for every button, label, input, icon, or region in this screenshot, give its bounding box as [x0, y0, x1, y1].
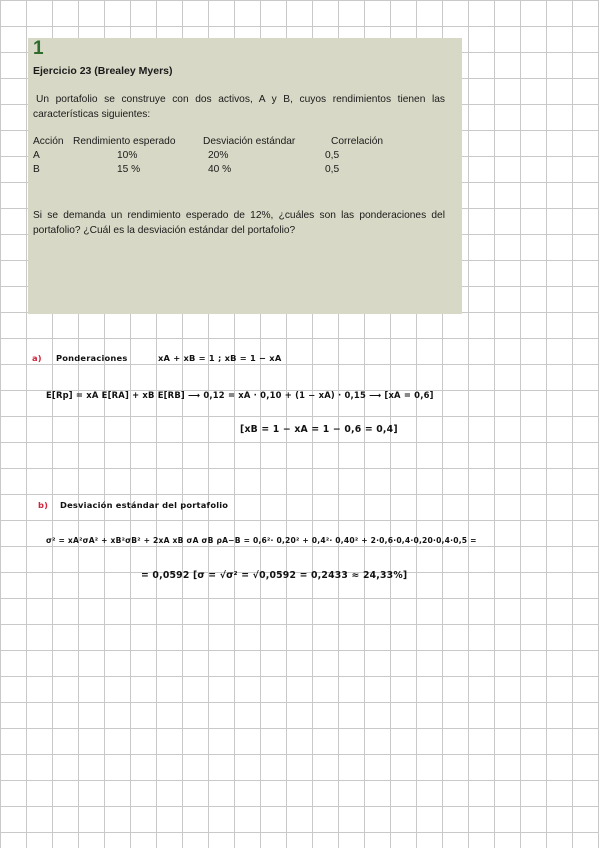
table-cell: 0,5	[325, 150, 340, 161]
exercise-title: Ejercicio 23 (Brealey Myers)	[33, 65, 173, 77]
table-cell: B	[33, 164, 40, 175]
part-b-result: = 0,0592 [σ = √σ² = √0,0592 = 0,2433 ≈ 24,33%]	[141, 570, 408, 581]
table-row	[33, 164, 453, 178]
part-a-label: a)	[32, 353, 42, 363]
table-row	[33, 150, 453, 164]
table-header-row	[33, 136, 453, 150]
problem-statement: Un portafolio se construye con dos activos, A y B, cuyos rendimientos tienen las características siguientes:	[33, 94, 445, 120]
table-header: Desviación estándar	[203, 136, 296, 147]
table-header: Acción	[33, 136, 64, 147]
table-header: Correlación	[331, 136, 384, 147]
part-b-equation: σ² = xA²σA² + xB²σB² + 2xA xB σA σB ρA−B = 0,6²· 0,20² + 0,4²· 0,40² + 2·0,6·0,4·0,20·0,4·0,5 =	[46, 536, 477, 545]
problem-question: Si se demanda un rendimiento esperado de 12%, ¿cuáles son las ponderaciones del portafolio? ¿Cuál es la desviación estándar del portafolio?	[33, 210, 445, 236]
table-header: Rendimiento esperado	[73, 136, 176, 147]
problem-box	[28, 38, 462, 314]
part-a-equation: E[Rp] = xA E[RA] + xB E[RB] ⟶ 0,12 = xA · 0,10 + (1 − xA) · 0,15 ⟶ [xA = 0,6]	[46, 390, 434, 400]
assets-table	[33, 136, 453, 178]
part-b-label: b)	[38, 500, 49, 510]
table-cell: 20%	[208, 150, 229, 161]
exercise-number: 1	[33, 38, 44, 59]
part-a-constraint: xA + xB = 1 ; xB = 1 − xA	[158, 353, 282, 363]
table-cell: 15 %	[117, 164, 141, 175]
part-a-heading: Ponderaciones	[56, 353, 128, 363]
part-b-heading: Desviación estándar del portafolio	[60, 500, 229, 510]
part-a-result: [xB = 1 − xA = 1 − 0,6 = 0,4]	[240, 424, 398, 435]
table-cell: 40 %	[208, 164, 232, 175]
table-cell: 10%	[117, 150, 138, 161]
table-cell: 0,5	[325, 164, 340, 175]
table-cell: A	[33, 150, 40, 161]
